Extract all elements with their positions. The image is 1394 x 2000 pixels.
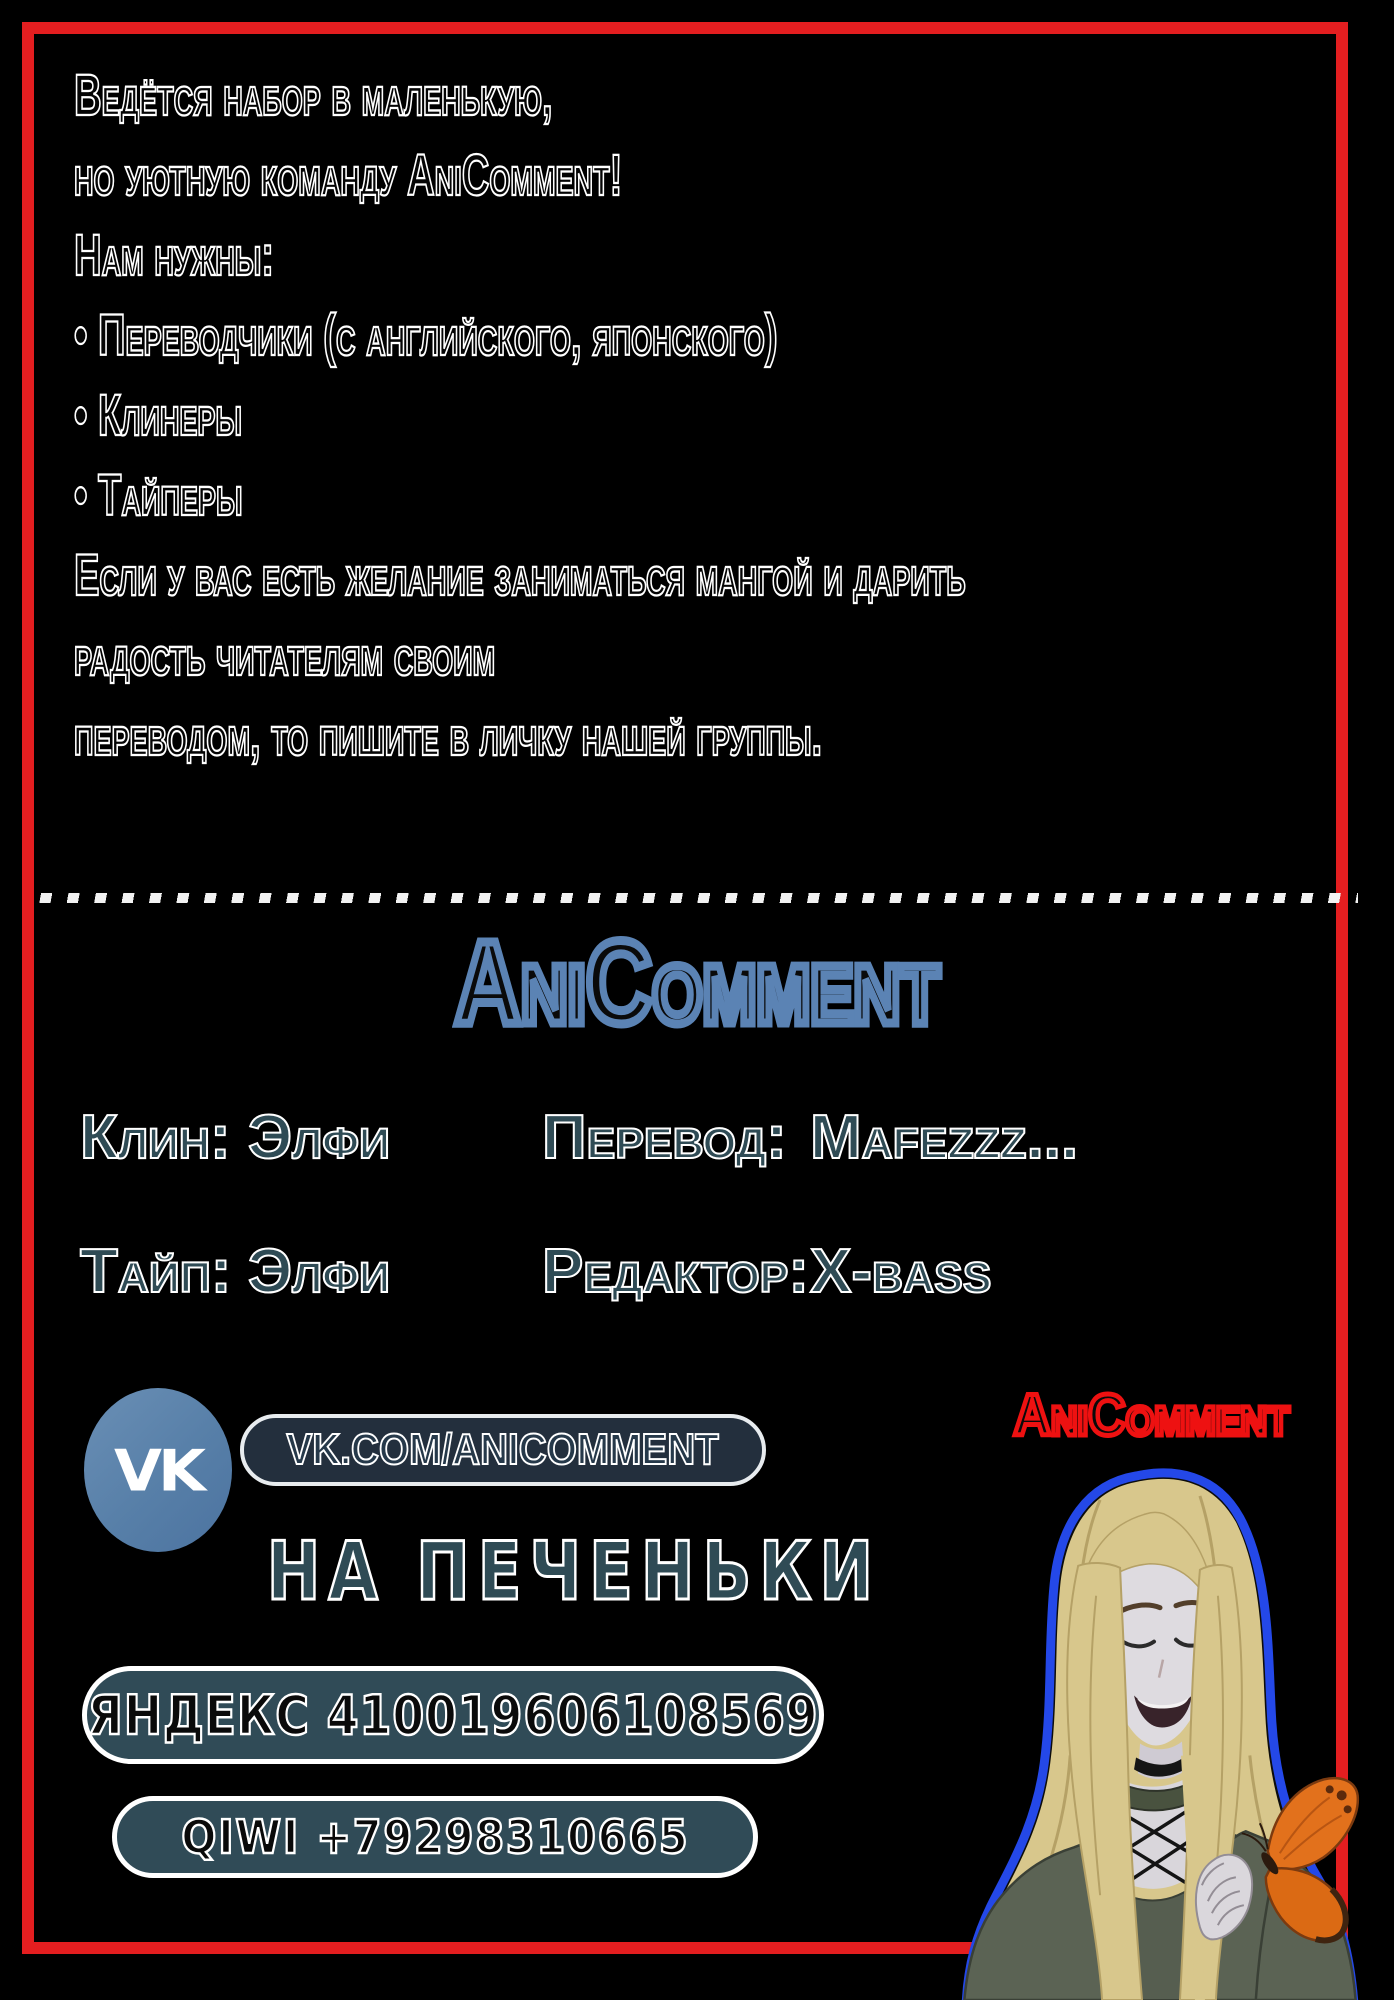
yandex-wallet-number: ЯНДЕКС 410019606108569	[87, 1683, 819, 1747]
stamp-logo	[996, 1376, 1306, 1456]
recruitment-line: Ведётся набор в маленькую,	[74, 63, 553, 128]
character-illustration	[950, 1456, 1370, 2000]
recruitment-line: • Переводчики (с английского, японского)	[74, 303, 778, 368]
credit-editor	[542, 1237, 991, 1306]
recruitment-line: радость читателям своим	[74, 623, 496, 688]
credit-value: X-bass	[810, 1237, 992, 1306]
recruitment-text	[74, 56, 1334, 776]
vk-link-button[interactable]	[240, 1414, 766, 1486]
donation-title	[190, 1516, 910, 1628]
credit-label: Редактор:	[542, 1237, 810, 1306]
credit-label: Клин:	[80, 1103, 231, 1172]
recruitment-line: Если у вас есть желание заниматься мангой и дарить	[74, 543, 966, 608]
recruitment-line: но уютную команду AniComment!	[74, 143, 623, 208]
credit-label: Тайп:	[80, 1237, 232, 1306]
team-logo	[0, 908, 1394, 1058]
credit-translate	[542, 1103, 1078, 1172]
recruitment-line: Нам нужны:	[74, 223, 274, 288]
yandex-wallet-badge	[82, 1666, 824, 1764]
qiwi-wallet-badge	[112, 1796, 758, 1878]
recruitment-line: • Тайперы	[74, 463, 243, 528]
recruitment-line: • Клинеры	[74, 383, 242, 448]
recruitment-line: переводом, то пишите в личку нашей группы.	[74, 703, 823, 768]
donation-title-text: НА ПЕЧЕНЬКИ	[266, 1525, 882, 1618]
credit-value: Mafezzz...	[810, 1103, 1079, 1172]
dashed-divider	[36, 893, 1358, 903]
vk-link-text: VK.COM/ANICOMMENT	[286, 1425, 720, 1474]
qiwi-wallet-number: QIWI +79298310665	[180, 1810, 690, 1864]
credit-value: Элфи	[248, 1237, 390, 1306]
stamp-logo-text: AniComment	[1012, 1383, 1290, 1448]
credit-label: Перевод:	[542, 1103, 787, 1172]
credit-typeset	[80, 1230, 542, 1314]
team-logo-text: AniComment	[454, 917, 940, 1049]
vk-icon-glyph: VK	[113, 1436, 203, 1504]
credits-row	[80, 1096, 1320, 1180]
credits-row	[80, 1230, 1320, 1314]
credit-value: Элфи	[248, 1103, 390, 1172]
credit-clean	[80, 1096, 542, 1180]
